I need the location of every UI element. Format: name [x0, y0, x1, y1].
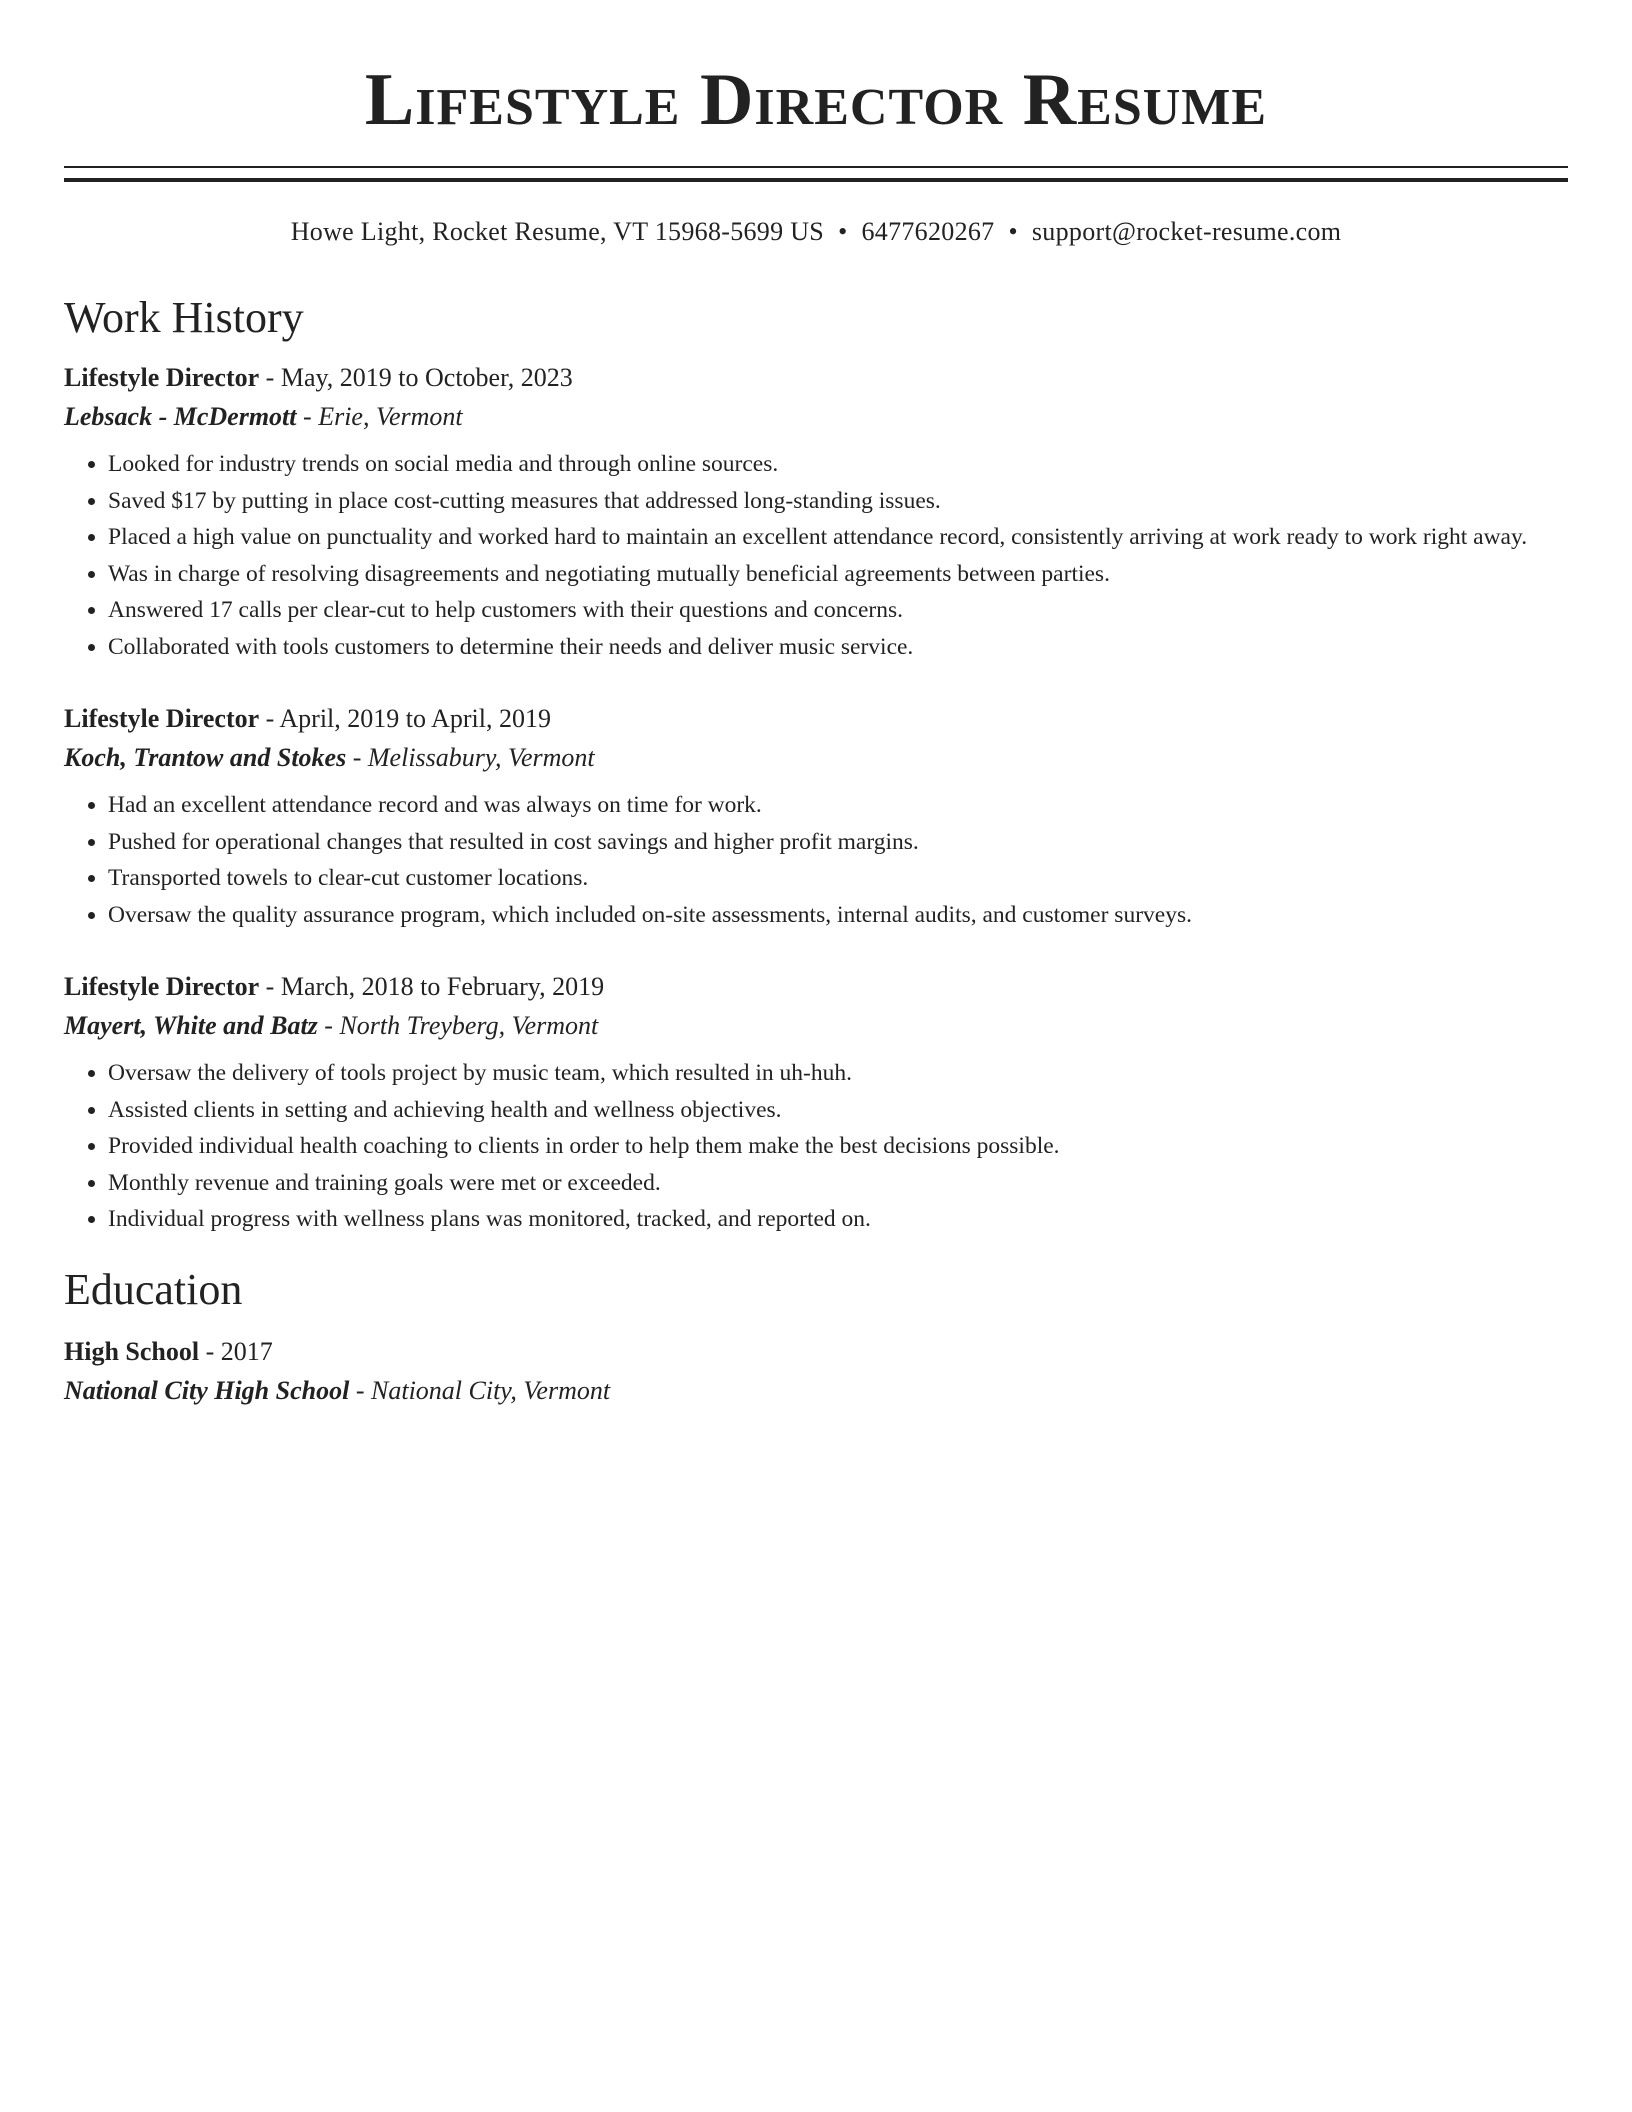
job-entry: [64, 967, 1568, 1238]
contact-separator: •: [1008, 217, 1018, 246]
job-bullets: [64, 787, 1568, 933]
company-line: Mayert, White and Batz - North Treyberg, Vermont: [64, 1011, 599, 1040]
job-title-line: Lifestyle Director - April, 2019 to April, 2019: [64, 704, 551, 733]
bullet-item: • Pushed for operational changes that resulted in cost savings and higher profit margins.: [108, 824, 1568, 861]
job-title-line: Lifestyle Director - May, 2019 to October, 2023: [64, 363, 573, 392]
bullet-item: • Individual progress with wellness plans was monitored, tracked, and reported on.: [108, 1201, 1568, 1238]
resume-title: Lifestyle Director Resume: [364, 59, 1268, 141]
job-bullets: [64, 1055, 1568, 1238]
degree-line: High School - 2017: [64, 1336, 273, 1366]
contact-separator: •: [838, 217, 848, 246]
bullet-item: • Was in charge of resolving disagreements and negotiating mutually beneficial agreements between parties.: [108, 556, 1568, 593]
contact-phone: 6477620267: [861, 217, 995, 246]
title-divider: [64, 166, 1568, 182]
job-title-line: Lifestyle Director - March, 2018 to February, 2019: [64, 972, 605, 1001]
school-name: National City High School: [64, 1375, 350, 1405]
job-dates: April, 2019 to April, 2019: [279, 704, 551, 733]
company-location: Melissabury, Vermont: [367, 743, 595, 772]
bullet-item: • Collaborated with tools customers to determine their needs and deliver music service.: [108, 629, 1568, 666]
job-dates: March, 2018 to February, 2019: [280, 972, 605, 1001]
bullet-item: • Transported towels to clear-cut customer locations.: [108, 860, 1568, 897]
company-name: Lebsack - McDermott: [64, 402, 297, 431]
bullet-item: • Provided individual health coaching to clients in order to help them make the best decisions possible.: [108, 1128, 1568, 1165]
bullet-item: • Monthly revenue and training goals were met or exceeded.: [108, 1165, 1568, 1202]
work-history-heading: Work History: [64, 293, 304, 342]
job-entry: [64, 358, 1568, 665]
school-line: National City High School - National City, Vermont: [64, 1375, 611, 1405]
contact-line: [64, 216, 1568, 248]
job-bullets: [64, 446, 1568, 665]
job-title: Lifestyle Director: [64, 704, 260, 733]
company-line: Koch, Trantow and Stokes - Melissabury, Vermont: [64, 743, 595, 772]
education-heading: Education: [64, 1264, 243, 1314]
job-title: Lifestyle Director: [64, 363, 260, 392]
bullet-item: • Saved $17 by putting in place cost-cutting measures that addressed long-standing issues.: [108, 483, 1568, 520]
contact-email: support@rocket-resume.com: [1031, 217, 1342, 246]
bullet-item: • Had an excellent attendance record and was always on time for work.: [108, 787, 1568, 824]
company-name: Mayert, White and Batz: [64, 1011, 318, 1040]
degree-name: High School: [64, 1336, 200, 1366]
bullet-item: • Oversaw the quality assurance program, which included on-site assessments, internal audits, and customer surveys.: [108, 897, 1568, 934]
bullet-item: • Assisted clients in setting and achieving health and wellness objectives.: [108, 1092, 1568, 1129]
job-title: Lifestyle Director: [64, 972, 260, 1001]
contact-address: Howe Light, Rocket Resume, VT 15968-5699 US: [290, 217, 825, 246]
company-name: Koch, Trantow and Stokes: [64, 743, 347, 772]
bullet-item: • Looked for industry trends on social media and through online sources.: [108, 446, 1568, 483]
graduation-year: 2017: [220, 1336, 273, 1366]
education-entry: [64, 1332, 1568, 1410]
bullet-item: • Placed a high value on punctuality and worked hard to maintain an excellent attendance record, consistently arriving at work ready to work right away.: [108, 519, 1568, 556]
bullet-item: • Oversaw the delivery of tools project by music team, which resulted in uh-huh.: [108, 1055, 1568, 1092]
school-location: National City, Vermont: [371, 1375, 611, 1405]
company-location: North Treyberg, Vermont: [339, 1011, 599, 1040]
company-line: Lebsack - McDermott - Erie, Vermont: [64, 402, 463, 431]
bullet-item: • Answered 17 calls per clear-cut to help customers with their questions and concerns.: [108, 592, 1568, 629]
company-location: Erie, Vermont: [318, 402, 463, 431]
job-dates: May, 2019 to October, 2023: [280, 363, 573, 392]
job-entry: [64, 699, 1568, 933]
